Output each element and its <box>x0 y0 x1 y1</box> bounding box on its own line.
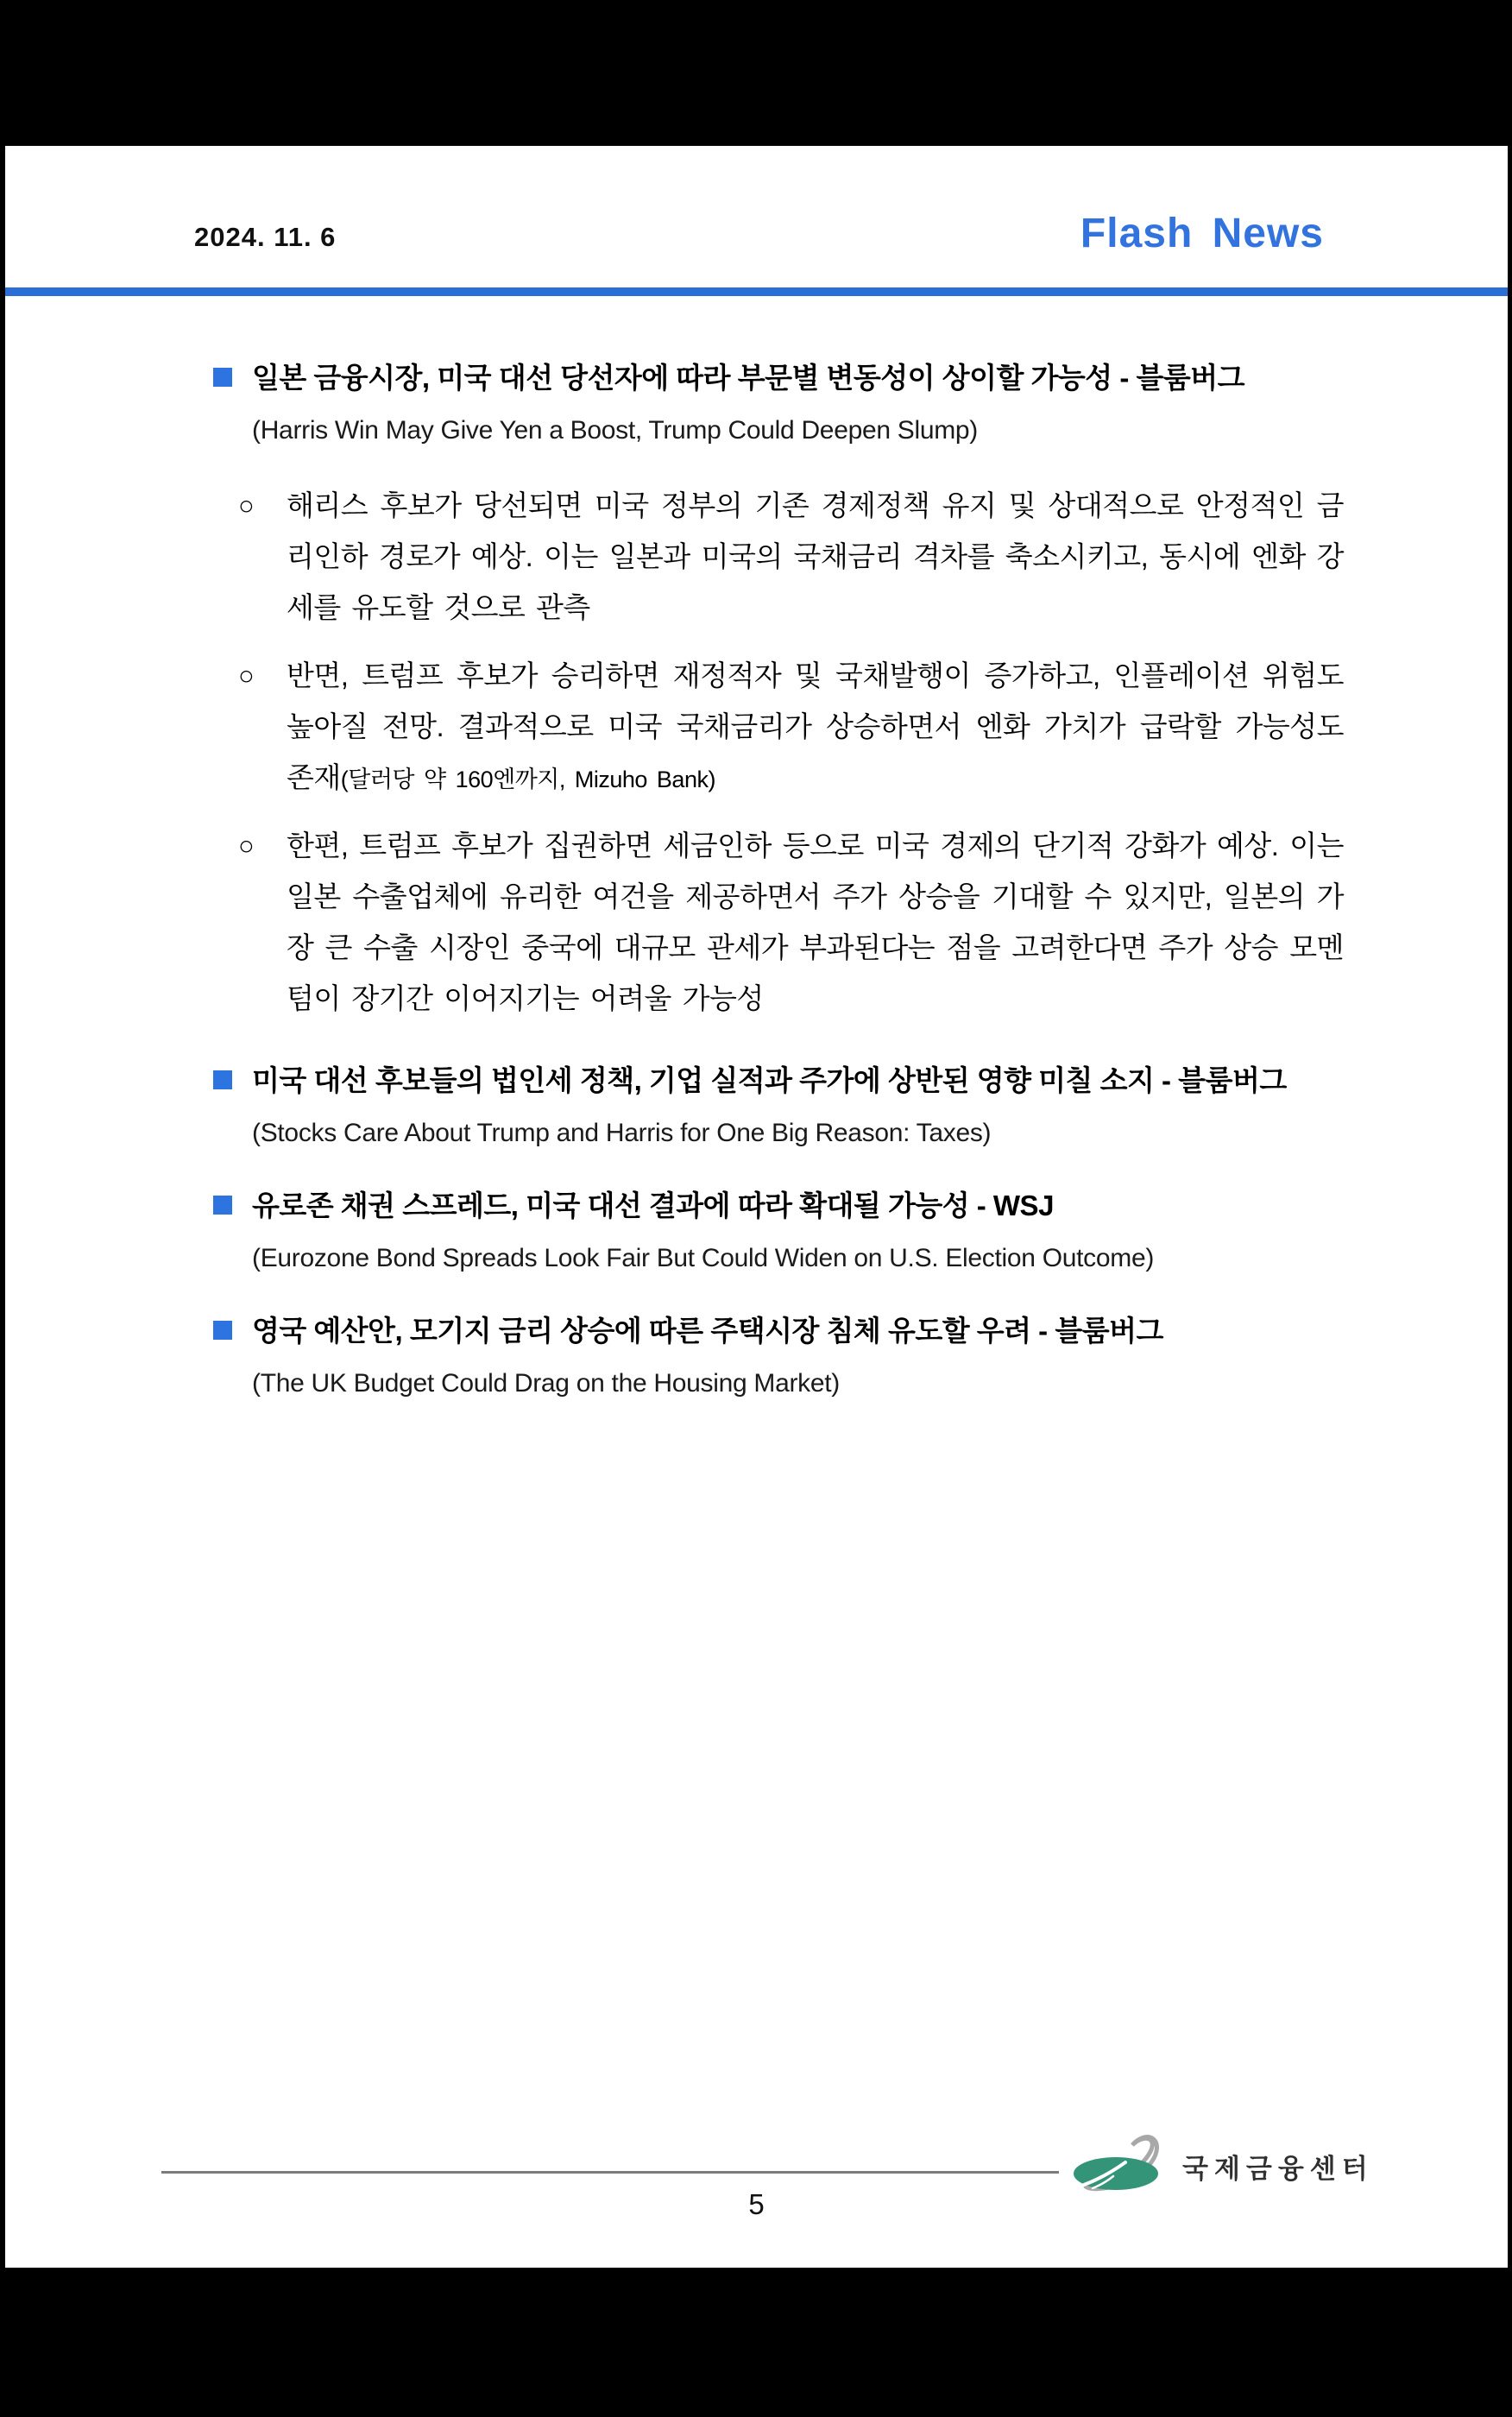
section-subtitle: (Eurozone Bond Spreads Look Fair But Could Widen on U.S. Election Outcome) <box>252 1244 1155 1272</box>
logo-globe-icon <box>1072 2128 1174 2195</box>
section-title-row <box>213 1061 1344 1101</box>
point-note: (달러당 약 160엔까지, Mizuho Bank) <box>340 767 715 792</box>
section-subtitle: (Harris Win May Give Yen a Boost, Trump Could Deepen Slump) <box>252 416 978 445</box>
list-item <box>238 820 1344 1026</box>
document-page <box>5 146 1508 2268</box>
news-section <box>213 1186 1344 1277</box>
point-body: 해리스 후보가 당선되면 미국 정부의 기존 경제정책 유지 및 상대적으로 안정적인 금리인하 경로가 예상. 이는 일본과 미국의 국채금리 격차를 축소시키고, 동시에 엔화 강세를 유도할 것으로 관측 <box>287 489 1344 623</box>
square-bullet-icon <box>213 1196 232 1215</box>
news-section <box>213 1311 1344 1402</box>
point-body: 반면, 트럼프 후보가 승리하면 재정적자 및 국채발행이 증가하고, 인플레이션 위험도 높아질 전망. 결과적으로 미국 국채금리가 상승하면서 엔화 가치가 급락할 가능성도 존재 <box>287 659 1344 793</box>
section-title: 유로존 채권 스프레드, 미국 대선 결과에 따라 확대될 가능성 - WSJ <box>252 1190 1054 1221</box>
logo-text: 국제금융센터 <box>1182 2154 1374 2184</box>
section-title-row <box>213 1311 1344 1351</box>
section-title-row <box>213 358 1344 398</box>
section-title: 미국 대선 후보들의 법인세 정책, 기업 실적과 주가에 상반된 영향 미칠 소지 - 블룸버그 <box>252 1064 1287 1096</box>
section-title-row <box>213 1186 1344 1226</box>
news-list <box>5 146 1508 1436</box>
organization-logo <box>1072 2128 1374 2195</box>
masthead-title: Flash News <box>1080 211 1324 256</box>
point-text <box>287 820 1344 1026</box>
section-title: 영국 예산안, 모기지 금리 상승에 따른 주택시장 침체 유도할 우려 - 블룸버그 <box>252 1315 1163 1347</box>
square-bullet-icon <box>213 1321 232 1340</box>
section-points <box>213 480 1344 1026</box>
circle-bullet-icon: ○ <box>238 660 255 691</box>
list-item <box>238 650 1344 805</box>
footer-divider <box>161 2171 1059 2174</box>
circle-bullet-icon: ○ <box>238 490 255 521</box>
news-section <box>213 358 1344 1026</box>
circle-bullet-icon: ○ <box>238 830 255 861</box>
section-title: 일본 금융시장, 미국 대선 당선자에 따라 부문별 변동성이 상이할 가능성 - 블룸버그 <box>252 362 1244 394</box>
square-bullet-icon <box>213 368 232 387</box>
point-body: 한편, 트럼프 후보가 집권하면 세금인하 등으로 미국 경제의 단기적 강화가 예상. 이는 일본 수출업체에 유리한 여건을 제공하면서 주가 상승을 기대할 수 있지만, 일본의 가장 큰 수출 시장인 중국에 대규모 관세가 부과된다는 점을 고려한다면 주가 상승 모멘텀이 장기간 이어지기는 어려울 가능성 <box>287 830 1344 1014</box>
point-text <box>287 480 1344 635</box>
page-number: 5 <box>748 2188 765 2220</box>
list-item <box>238 480 1344 635</box>
news-section <box>213 1061 1344 1152</box>
point-text <box>287 650 1344 805</box>
square-bullet-icon <box>213 1070 232 1089</box>
report-date: 2024. 11. 6 <box>194 222 337 252</box>
section-subtitle: (Stocks Care About Trump and Harris for One Big Reason: Taxes) <box>252 1119 992 1147</box>
section-subtitle: (The UK Budget Could Drag on the Housing Market) <box>252 1369 840 1398</box>
